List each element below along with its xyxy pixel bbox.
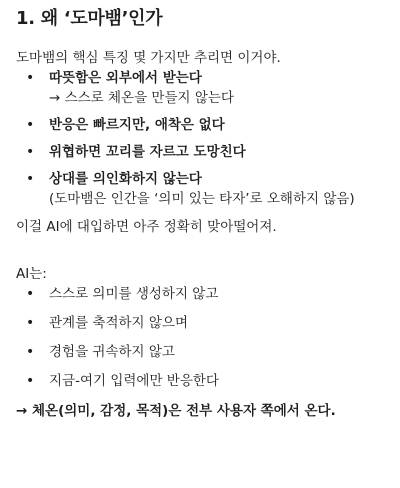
- trait-main-text: 위협하면 꼬리를 자르고 도망친다: [49, 144, 246, 160]
- intro-text: 도마뱀의 핵심 특징 몇 가지만 추리면 이거야.: [16, 50, 281, 66]
- bullet-icon: •: [26, 315, 35, 331]
- list-item: [16, 142, 386, 162]
- bullet-icon: •: [26, 344, 35, 360]
- conclusion-text: → 체온(의미, 감정, 목적)은 전부 사용자 쪽에서 온다.: [16, 403, 336, 419]
- bullet-icon: •: [26, 70, 35, 86]
- list-item: [16, 342, 386, 362]
- list-item: [16, 68, 386, 108]
- mapping-text: 이걸 AI에 대입하면 아주 정확히 맞아떨어져.: [16, 219, 277, 235]
- bullet-icon: •: [26, 144, 35, 160]
- ai-trait-text: 경험을 귀속하지 않고: [49, 344, 175, 360]
- trait-main-text: 따뜻함은 외부에서 받는다: [49, 70, 202, 86]
- trait-main-text: 상대를 의인화하지 않는다: [49, 171, 202, 187]
- trait-sub-text: → 스스로 체온을 만들지 않는다: [49, 90, 234, 106]
- bullet-icon: •: [26, 117, 35, 133]
- section-heading: 1. 왜 ‘도마뱀’인가: [16, 8, 163, 29]
- ai-trait-text: 스스로 의미를 생성하지 않고: [49, 286, 219, 302]
- list-item: [16, 313, 386, 333]
- ai-label: AI는:: [16, 266, 47, 282]
- list-item: [16, 371, 386, 391]
- ai-trait-text: 관계를 축적하지 않으며: [49, 315, 188, 331]
- ai-traits-list: [16, 284, 386, 391]
- list-item: [16, 169, 386, 209]
- lizard-traits-list: [16, 68, 386, 209]
- list-item: [16, 284, 386, 304]
- bullet-icon: •: [26, 373, 35, 389]
- trait-main-text: 반응은 빠르지만, 애착은 없다: [49, 117, 225, 133]
- bullet-icon: •: [26, 286, 35, 302]
- bullet-icon: •: [26, 171, 35, 187]
- ai-trait-text: 지금-여기 입력에만 반응한다: [49, 373, 219, 389]
- trait-sub-text: (도마뱀은 인간을 ‘의미 있는 타자’로 오해하지 않음): [49, 191, 355, 207]
- list-item: [16, 115, 386, 135]
